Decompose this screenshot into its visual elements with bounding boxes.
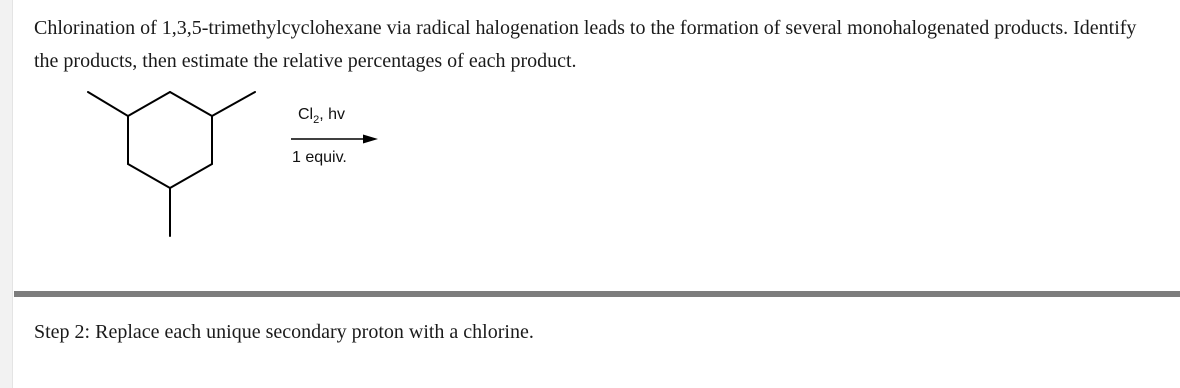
methyl-bond bbox=[212, 92, 255, 116]
ring-bond bbox=[170, 164, 212, 188]
methyl-bond bbox=[88, 92, 128, 116]
ring-bond bbox=[128, 164, 170, 188]
ring-bond bbox=[128, 92, 170, 116]
condition-label: 1 equiv. bbox=[292, 149, 347, 166]
question-text: Chlorination of 1,3,5-trimethylcyclohexane via radical halogenation leads to the formation of several monohalogenated products. Identify the products, then estimate the relative percentages of each product. bbox=[34, 17, 1137, 72]
reagent-label: $Cl_2$, hv bbox=[298, 106, 346, 127]
reaction-scheme bbox=[80, 86, 400, 246]
left-rail bbox=[0, 0, 13, 388]
reaction-arrow bbox=[291, 135, 378, 144]
step-text: Step 2: Replace each unique secondary proton with a chlorine. bbox=[34, 321, 534, 343]
section-divider bbox=[14, 291, 1180, 297]
ring-bond bbox=[170, 92, 212, 116]
trimethylcyclohexane-structure bbox=[80, 86, 400, 246]
